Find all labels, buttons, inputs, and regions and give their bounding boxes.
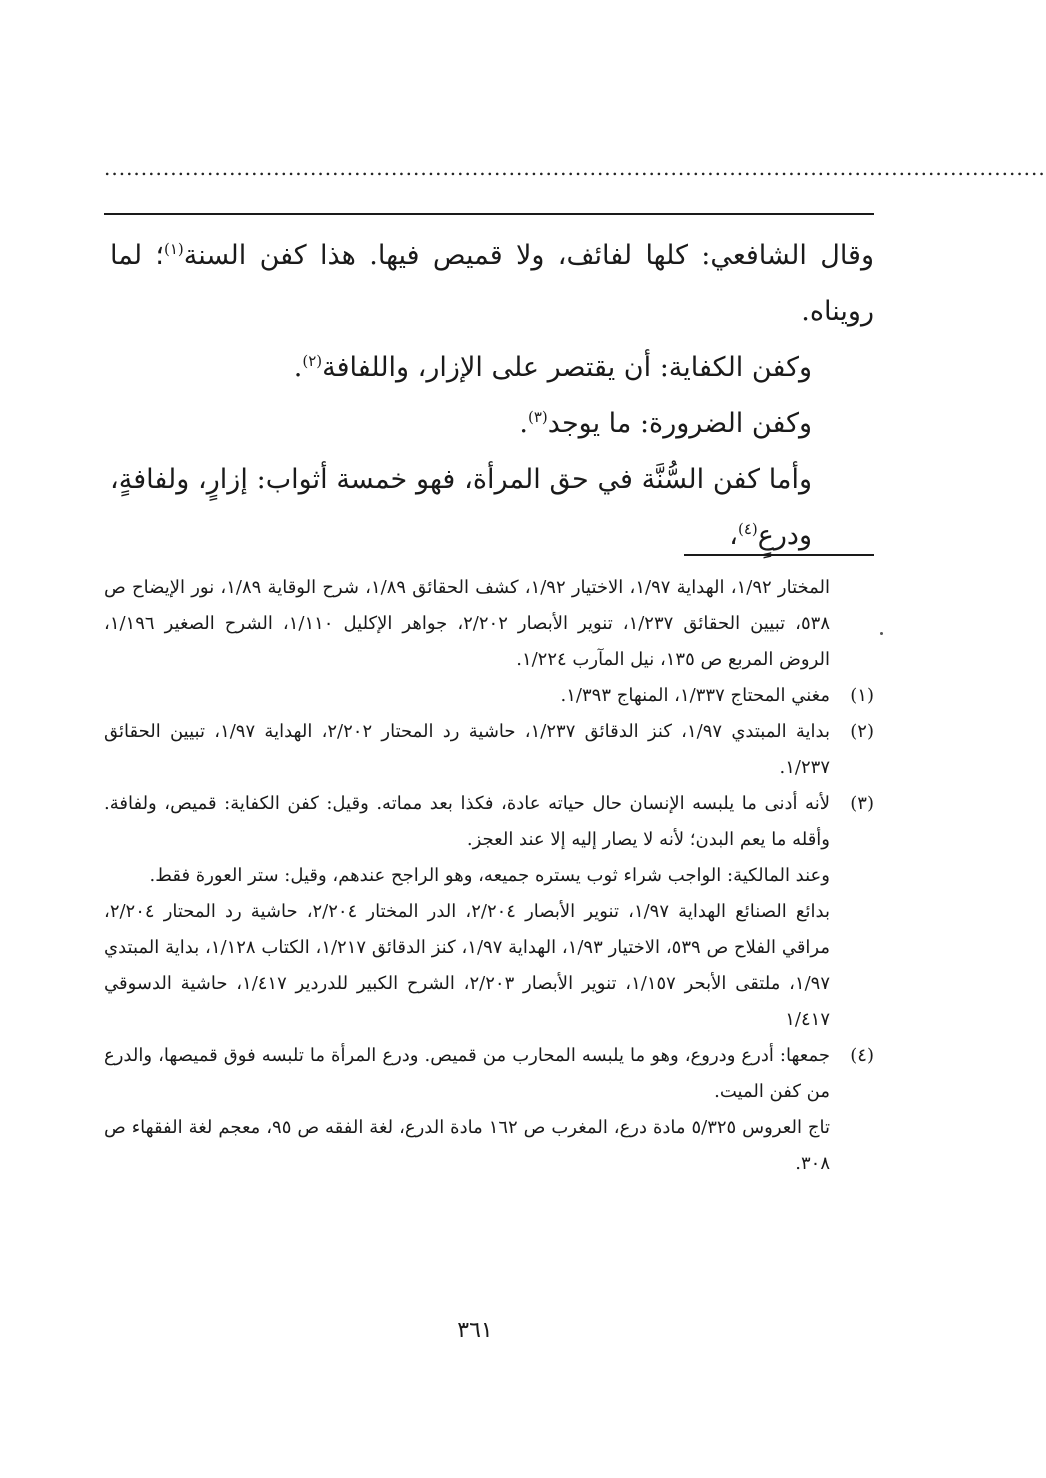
dotted-separator: ................................................................................................................................	[104, 156, 1046, 180]
footnote-rule	[684, 554, 874, 556]
footnote-continuation: المختار ١/٩٢، الهداية ١/٩٧، الاختيار ١/٩٢، كشف الحقائق ١/٨٩، شرح الوقاية ١/٨٩، نور الإيضاح ص ٥٣٨، تبيين الحقائق ١/٢٣٧، تنوير الأبصار ٢/٢٠٢، جواهر الإكليل ١/١١٠، الشرح الصغير ١/١٩٦، الروض المربع ص ١٣٥، نيل المآرب ١/٢٢٤.	[104, 577, 831, 670]
footnote-sources: بدائع الصنائع الهداية ١/٩٧، تنوير الأبصار ٢/٢٠٤، الدر المختار ٢/٢٠٤، حاشية رد المحتار ٢/٢٠٤، مراقي الفلاح ص ٥٣٩، الاختيار ١/٩٣، الهداية ١/٩٧، كنز الدقائق ١/٢١٧، الكتاب ١/١٢٨، بداية المبتدي ١/٩٧، ملتقى الأبحر ١/١٥٧، تنوير الأبصار ٢/٢٠٣، الشرح الكبير للدردير ١/٤١٧، حاشية الدسوقي ١/٤١٧	[104, 901, 830, 1030]
footnote-2	[104, 714, 874, 786]
footnote-4	[104, 1038, 874, 1182]
footnote-3	[104, 786, 874, 1038]
footnote-number: (٤)	[850, 1045, 874, 1066]
main-text	[110, 228, 874, 564]
footnote-number: (١)	[850, 685, 874, 706]
footnotes	[104, 570, 874, 1182]
footnote-text: لأنه أدنى ما يلبسه الإنسان حال حياته عادة، فكذا بعد مماته. وقيل: كفن الكفاية: قميص، ولفافة. وأقله ما يعم البدن؛ لأنه لا يصار إليه إلا عند العجز.	[104, 793, 830, 850]
footnote-1	[104, 678, 874, 714]
margin-speck	[880, 632, 883, 635]
footnote-sources: تاج العروس ٥/٣٢٥ مادة درع، المغرب ص ١٦٢ مادة الدرع، لغة الفقه ص ٩٥، معجم لغة الفقهاء ص ٣٠٨.	[104, 1117, 830, 1174]
header-rule	[104, 213, 874, 215]
footnote-ref-3: (٣)	[527, 408, 548, 426]
page-number: ٣٦١	[457, 1318, 493, 1343]
footnote-text: جمعها: أدرع ودروع، وهو ما يلبسه المحارب من قميص. ودرع المرأة ما تلبسه فوق قميصها، والدرع من كفن الميت.	[104, 1045, 830, 1102]
footnote-text: مغني المحتاج ١/٣٣٧، المنهاج ١/٣٩٣.	[560, 685, 830, 706]
paragraph-shafii: وقال الشافعي: كلها لفائف، ولا قميص فيها. هذا كفن السنة$^{(١)}$؛ لما رويناه.	[110, 240, 874, 327]
footnote-number: (٣)	[850, 793, 874, 814]
footnote-number: (٢)	[850, 721, 874, 742]
paragraph-darura: وكفن الضرورة: ما يوجد$^{(٣)}$.	[519, 408, 812, 439]
footnote-text: وعند المالكية: الواجب شراء ثوب يستره جميعه، وهو الراجح عندهم، وقيل: ستر العورة فقط.	[149, 865, 830, 886]
footnote-ref-1: (١)	[164, 240, 184, 258]
paragraph-woman-shroud: وأما كفن السُّنَّة في حق المرأة، فهو خمسة أثواب: إزارٍ، ولفافةٍ، ودرعٍ$^{(٤)}$،	[110, 464, 812, 551]
footnote-ref-4: (٤)	[738, 520, 758, 538]
paragraph-kifaya: وكفن الكفاية: أن يقتصر على الإزار، واللفافة$^{(٢)}$.	[293, 352, 812, 383]
footnote-text: بداية المبتدي ١/٩٧، كنز الدقائق ١/٢٣٧، حاشية رد المحتار ٢/٢٠٢، الهداية ١/٩٧، تبيين الحقائق ١/٢٣٧.	[104, 721, 830, 778]
footnote-ref-2: (٢)	[302, 352, 323, 370]
